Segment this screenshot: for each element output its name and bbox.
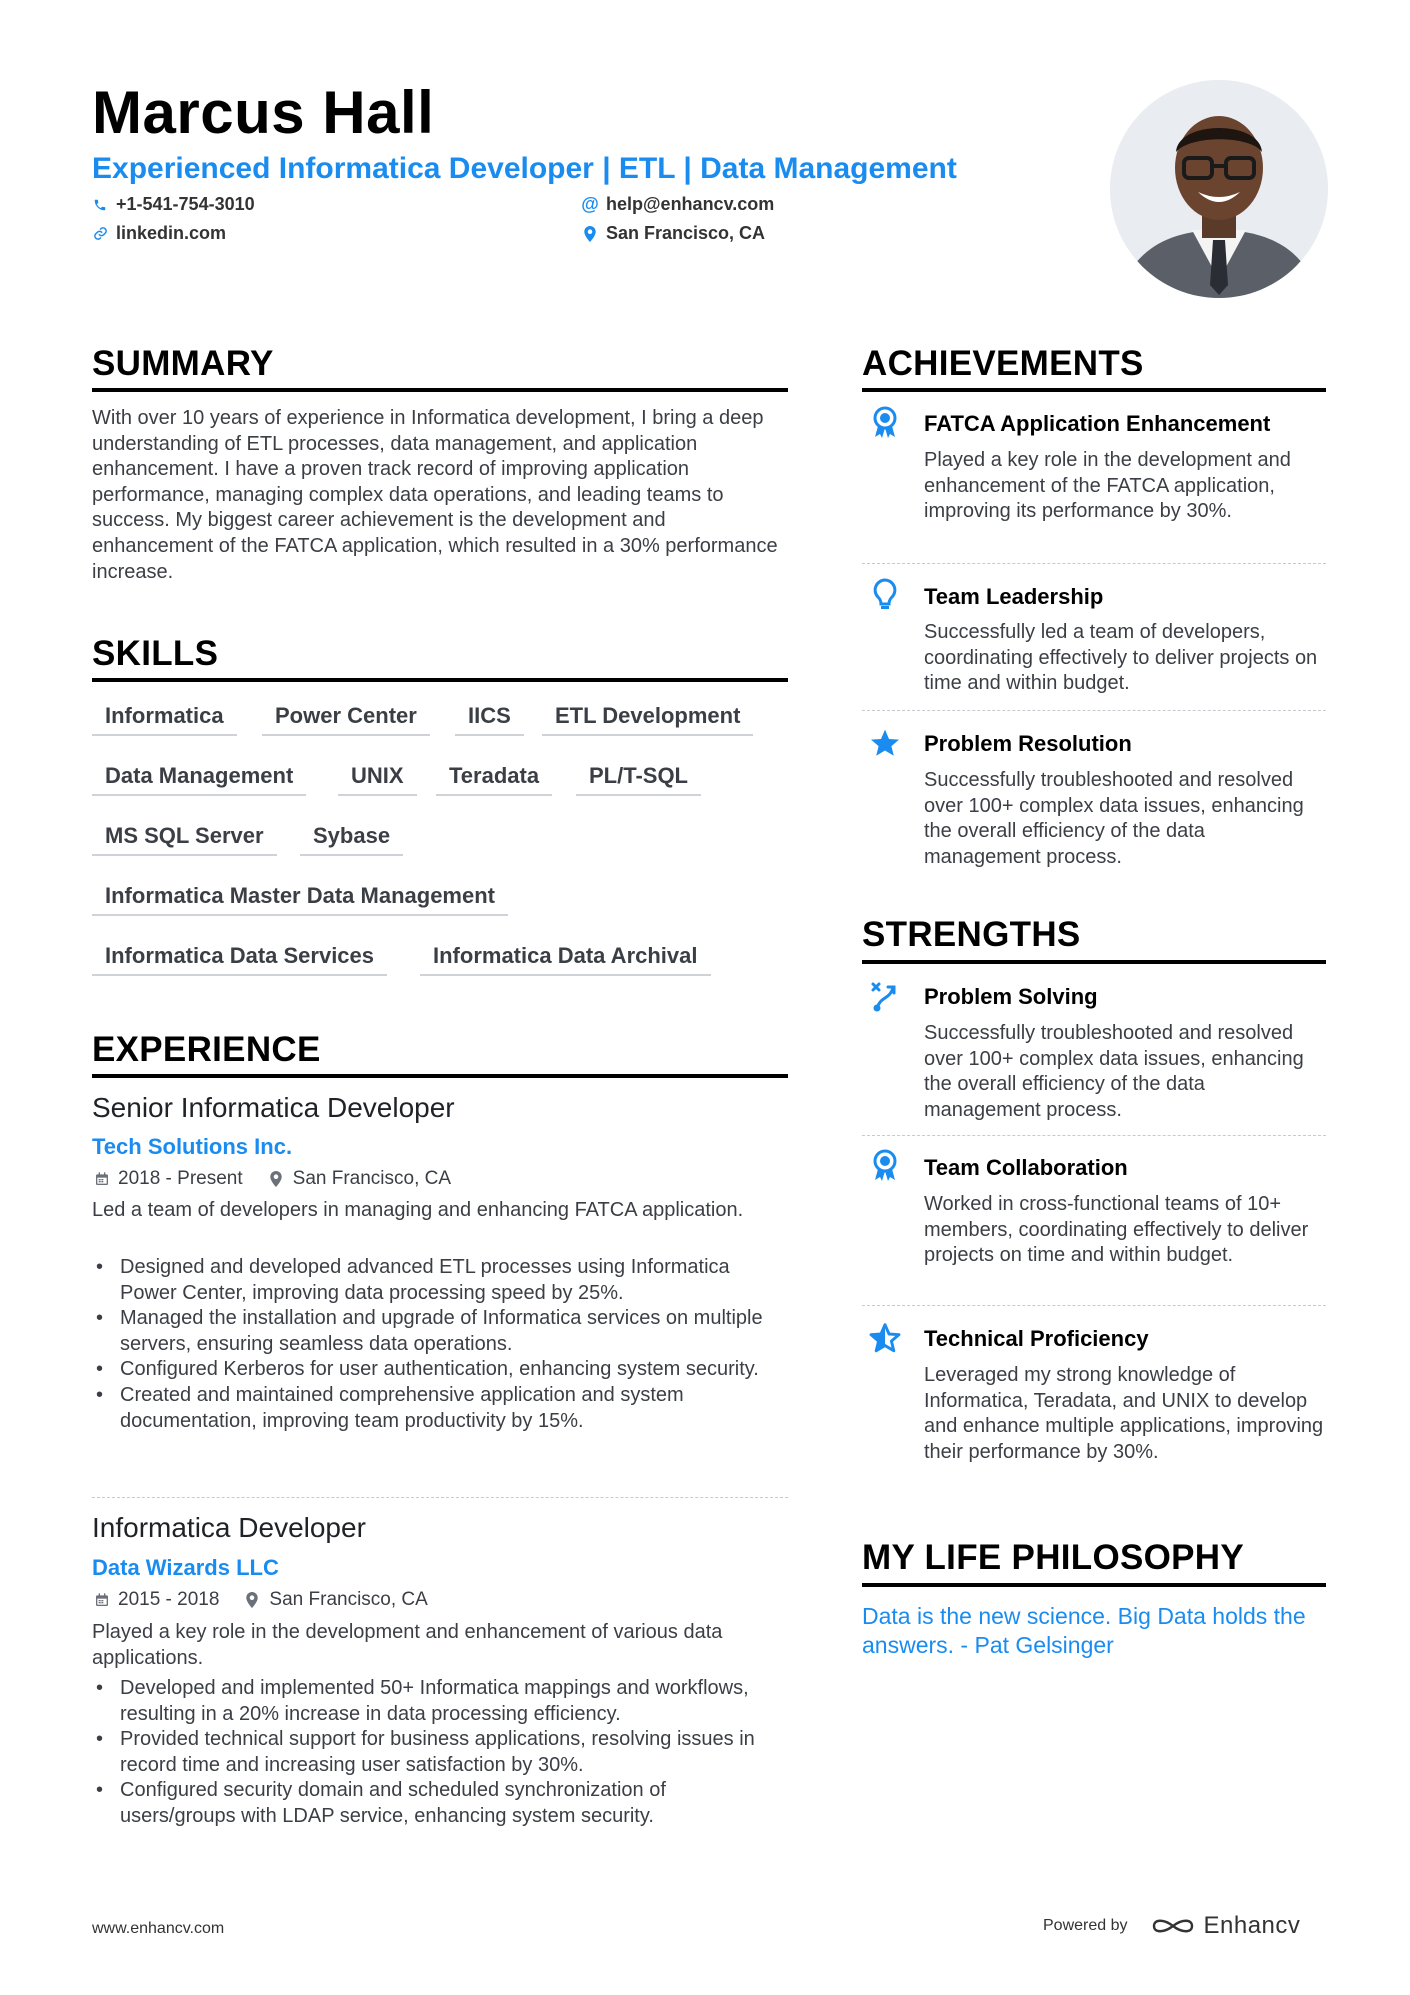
achievement-desc: Successfully led a team of developers, coordinating effectively to deliver projects on time and within budget.: [924, 621, 1318, 695]
contact-linkedin[interactable]: [92, 223, 226, 244]
skill-tag: Informatica Data Archival: [420, 942, 711, 976]
skill-tag: Informatica Master Data Management: [92, 882, 508, 916]
job-meta: [94, 1589, 428, 1611]
enhancv-logo[interactable]: [1150, 1912, 1301, 1940]
job-summary: Led a team of developers in managing and enhancing FATCA application.: [92, 1199, 744, 1221]
strength-desc: Leveraged my strong knowledge of Informatica, Teradata, and UNIX to develop and enhance multiple applications, improving their performance by 30%.: [924, 1364, 1324, 1463]
summary-heading: SUMMARY: [92, 344, 274, 383]
skills-rule: [92, 678, 788, 682]
job-meta: [94, 1168, 451, 1190]
job-bullet: • Designed and developed advanced ETL processes using Informatica Power Center, improving data processing speed by 25%.: [92, 1255, 782, 1306]
lightbulb-icon: [868, 578, 902, 612]
infinity-logo-icon: [1150, 1914, 1196, 1938]
summary-text: With over 10 years of experience in Informatica development, I bring a deep understanding of ETL processes, data management, and application enhancement. I have a proven track record of improving application performance, managing complex data operations, and leading teams to success. My biggest career achievement is the development and enhancement of the FATCA application, which resulted in a 30% performance increase.: [92, 407, 778, 583]
job-bullet: • Created and maintained comprehensive application and system documentation, improving team productivity by 15%.: [92, 1383, 782, 1434]
achievement-title: Problem Resolution: [924, 731, 1132, 756]
strength-desc: Successfully troubleshooted and resolved over 100+ complex data issues, enhancing the overall efficiency of the data management process.: [924, 1022, 1304, 1121]
candidate-name: Marcus Hall: [92, 79, 435, 146]
candidate-title: Experienced Informatica Developer | ETL | Data Management: [92, 152, 957, 185]
job-divider: [92, 1497, 788, 1498]
powered-by-label: Powered by: [1043, 1917, 1128, 1934]
experience-heading: EXPERIENCE: [92, 1030, 321, 1069]
strategy-path-icon: [868, 979, 902, 1013]
job-dates: 2018 - Present: [118, 1168, 243, 1189]
calendar-icon: [94, 1171, 110, 1187]
calendar-icon: [94, 1592, 110, 1608]
brand-name: Enhancv: [1203, 1912, 1301, 1939]
philosophy-rule: [862, 1583, 1326, 1587]
strengths-heading: STRENGTHS: [862, 915, 1081, 954]
strengths-rule: [862, 960, 1326, 964]
skill-tag: Sybase: [300, 822, 403, 856]
strength-title: Team Collaboration: [924, 1155, 1128, 1180]
achievement-desc: Played a key role in the development and enhancement of the FATCA application, improving its performance by 30%.: [924, 449, 1291, 523]
contact-phone: [92, 194, 255, 215]
at-sign-icon: @: [581, 194, 599, 214]
job-bullets: [92, 1255, 782, 1434]
job-bullets: [92, 1676, 782, 1830]
location-text: San Francisco, CA: [606, 223, 766, 243]
job-bullet: • Developed and implemented 50+ Informatica mappings and workflows, resulting in a 20% increase in data processing efficiency.: [92, 1676, 782, 1727]
footer-powered-by: [1043, 1912, 1300, 1940]
skill-tag: PL/T-SQL: [576, 762, 701, 796]
achievement-divider: [862, 563, 1326, 564]
link-icon: [92, 226, 108, 242]
phone-text: +1-541-754-3010: [116, 194, 255, 214]
star-icon: [868, 726, 902, 760]
job-title: Informatica Developer: [92, 1512, 366, 1543]
job-bullet: • Managed the installation and upgrade of Informatica services on multiple servers, ensuring seamless data operations.: [92, 1306, 782, 1357]
skill-tag: MS SQL Server: [92, 822, 277, 856]
skill-tag: Data Management: [92, 762, 306, 796]
company-name: Tech Solutions Inc.: [92, 1134, 293, 1159]
company-name: Data Wizards LLC: [92, 1555, 279, 1580]
skill-tag: ETL Development: [542, 702, 753, 736]
job-bullet: • Configured security domain and scheduled synchronization of users/groups with LDAP service, enhancing system security.: [92, 1778, 782, 1829]
footer-website[interactable]: www.enhancv.com: [92, 1920, 225, 1937]
email-text: help@enhancv.com: [606, 194, 775, 214]
job-summary: Played a key role in the development and enhancement of various data applications.: [92, 1621, 723, 1669]
skill-tag: IICS: [455, 702, 524, 736]
strength-divider: [862, 1305, 1326, 1306]
skill-tag: Power Center: [262, 702, 430, 736]
achievements-rule: [862, 388, 1326, 392]
achievement-divider: [862, 710, 1326, 711]
skill-tag: Teradata: [436, 762, 552, 796]
skills-heading: SKILLS: [92, 634, 219, 673]
job-dates: 2015 - 2018: [118, 1589, 220, 1610]
job-location: San Francisco, CA: [269, 1589, 428, 1610]
achievement-desc: Successfully troubleshooted and resolved over 100+ complex data issues, enhancing the overall efficiency of the data management process.: [924, 769, 1304, 868]
achievements-heading: ACHIEVEMENTS: [862, 344, 1144, 383]
job-bullet: • Configured Kerberos for user authentication, enhancing system security.: [92, 1357, 782, 1383]
summary-rule: [92, 388, 788, 392]
contact-email[interactable]: [582, 194, 774, 215]
location-pin-icon: [582, 226, 598, 242]
strength-title: Technical Proficiency: [924, 1326, 1149, 1351]
strength-title: Problem Solving: [924, 984, 1098, 1009]
star-outline-icon: [868, 1321, 902, 1355]
skill-tag: Informatica: [92, 702, 237, 736]
strength-divider: [862, 1135, 1326, 1136]
job-location: San Francisco, CA: [292, 1168, 452, 1189]
strength-desc: Worked in cross-functional teams of 10+ members, coordinating effectively to deliver projects on time and within budget.: [924, 1193, 1309, 1267]
job-title: Senior Informatica Developer: [92, 1092, 455, 1123]
job-bullet: • Provided technical support for business applications, resolving issues in record time and increasing user satisfaction by 30%.: [92, 1727, 782, 1778]
contact-location: [582, 223, 765, 244]
philosophy-heading: MY LIFE PHILOSOPHY: [862, 1538, 1245, 1577]
achievement-title: FATCA Application Enhancement: [924, 411, 1271, 436]
linkedin-text: linkedin.com: [116, 223, 227, 243]
skill-tag: UNIX: [338, 762, 417, 796]
skill-tag: Informatica Data Services: [92, 942, 387, 976]
experience-rule: [92, 1074, 788, 1078]
award-ribbon-icon: [868, 1148, 902, 1182]
location-pin-icon: [269, 1171, 285, 1187]
profile-photo: [1110, 80, 1328, 298]
location-pin-icon: [245, 1592, 261, 1608]
phone-icon: [92, 197, 108, 213]
award-ribbon-icon: [868, 405, 902, 439]
philosophy-quote: Data is the new science. Big Data holds the answers. - Pat Gelsinger: [862, 1603, 1306, 1658]
achievement-title: Team Leadership: [924, 584, 1104, 609]
